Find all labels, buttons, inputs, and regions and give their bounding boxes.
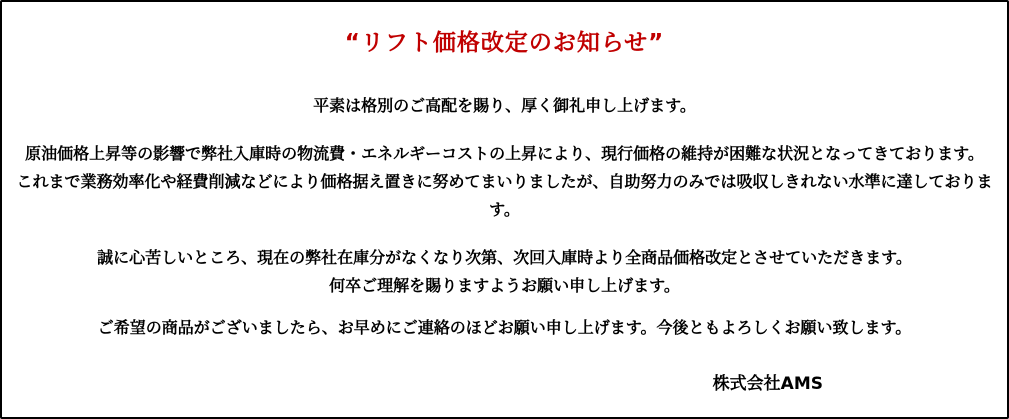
announcement-paragraph [2,244,1007,300]
closing-paragraph [2,314,1007,342]
greeting-paragraph [2,92,1007,120]
closing-line: ご希望の商品がございましたら、お早めにご連絡のほどお願い申し上げます。今後ともよろしくお願い致します。 [97,318,912,337]
company-signature: 株式会社AMS [712,374,823,394]
announcement-line-2: 何卒ご理解を賜りますようお願い申し上げます。 [329,276,680,295]
greeting-line: 平素は格別のご高配を賜り、厚く御礼申し上げます。 [313,96,696,115]
background-paragraph [2,140,1007,224]
notice-title: “リフト価格改定のお知らせ” [344,30,665,56]
background-line-2: これまで業務効率化や経費削減などにより価格据え置きに努めてまいりましたが、自助努力のみでは吸収しきれない水準に達しております。 [16,172,993,219]
announcement-line-1: 誠に心苦しいところ、現在の弊社在庫分がなくなり次第、次回入庫時より全商品価格改定とさせていただきます。 [97,248,912,267]
background-line-1: 原油価格上昇等の影響で弊社入庫時の物流費・エネルギーコストの上昇により、現行価格の維持が困難な状況となってきております。 [25,144,984,163]
